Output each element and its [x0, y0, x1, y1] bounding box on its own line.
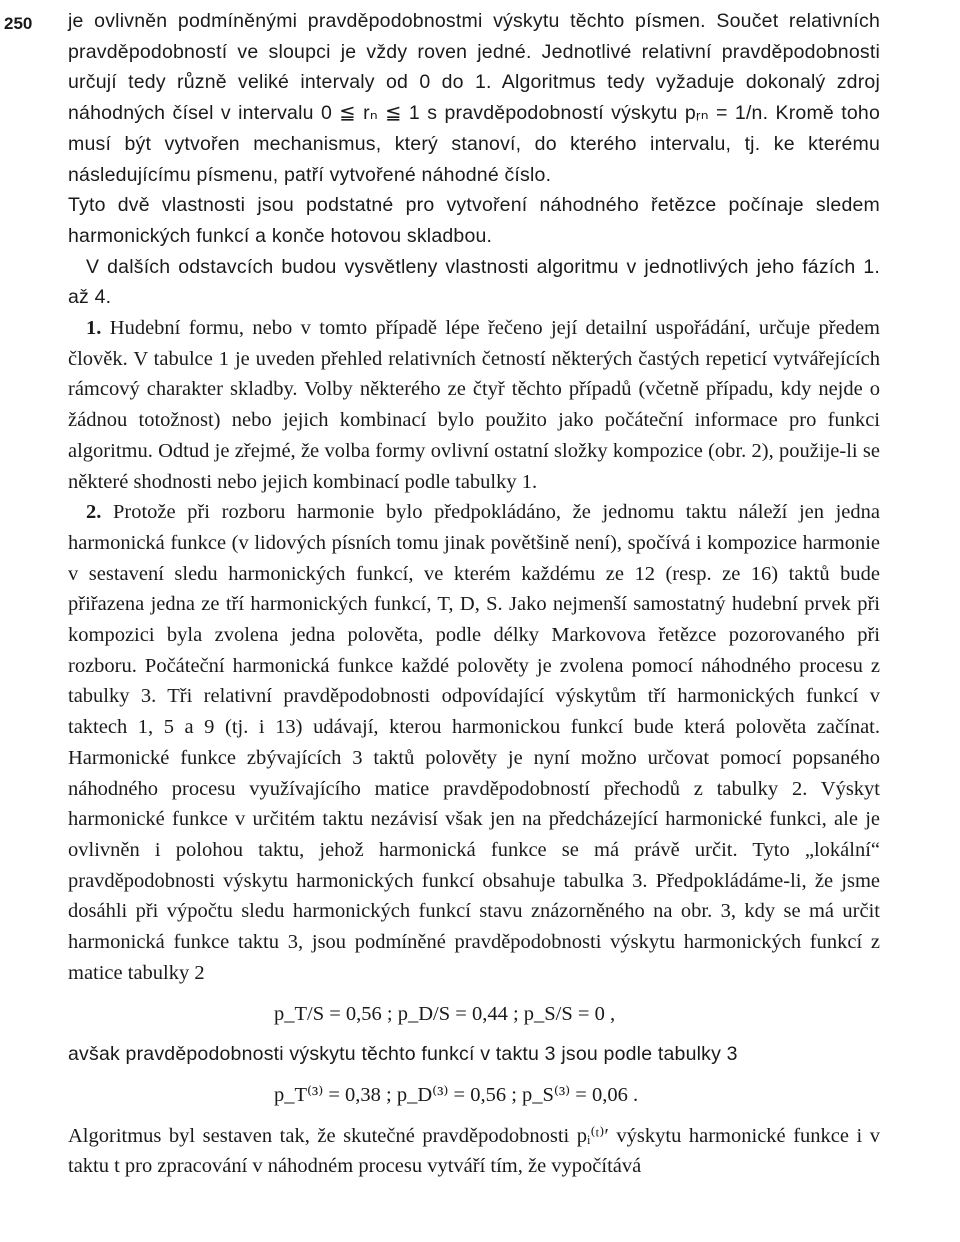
- paragraph-6: avšak pravděpodobnosti výskytu těchto funkcí v taktu 3 jsou podle tabulky 3: [68, 1043, 738, 1066]
- equation-1-text: p_T/S = 0,56 ; p_D/S = 0,44 ; p_S/S = 0 ,: [274, 1002, 616, 1025]
- paragraph-4: [68, 313, 880, 497]
- paragraph-4-text: Hudební formu, nebo v tomto případě lépe řečeno její detailní uspořádání, určuje předem člověk. V tabulce 1 je uveden přehled relativních četností některých častých repeticí vytvářejících rámcový charakter skladby. Volby některého ze čtyř těchto případů (včetně případu, kdy nejde o žádnou totožnost) nebo jejich kombinací bylo použito jako počáteční informace pro funkci algoritmu. Odtud je zřejmé, že volba formy ovlivní ostatní složky kompozice (obr. 2), použije-li se některé shodnosti nebo jejich kombinací podle tabulky 1.: [68, 317, 880, 493]
- equation-2-text: p_T⁽³⁾ = 0,38 ; p_D⁽³⁾ = 0,56 ; p_S⁽³⁾ = 0,06 .: [274, 1083, 639, 1106]
- body-text: [68, 6, 880, 1182]
- equation-1: [274, 999, 880, 1030]
- paragraph-7: Algoritmus byl sestaven tak, že skutečné pravděpodobnosti pᵢ⁽ᵗ⁾′ výskytu harmonické funkce i v taktu t pro zpracování v náhodném procesu vytváří tím, že vypočítává: [68, 1124, 880, 1178]
- paragraph-3: V dalších odstavcích budou vysvětleny vlastnosti algoritmu v jednotlivých jeho fázích 1. až 4.: [68, 255, 880, 309]
- paragraph-5: [68, 497, 880, 988]
- paragraph-5-text: Protože při rozboru harmonie bylo předpokládáno, že jednomu taktu náleží jen jedna harmonická funkce (v lidových písních tomu jinak povětšině není), spočívá i kompozice harmonie v sestavení sledu harmonických funkcí, ve kterém každému ze 12 (resp. ze 16) taktů bude přiřazena jedna ze tří harmonických funkcí, T, D, S. Jako nejmenší samostatný hudební prvek při kompozici byla zvolena jedna polověta, podle délky Markovova řetězce pozorovaného při rozboru. Počáteční harmonická funkce každé polověty je zvolena pomocí náhodného procesu z tabulky 3. Tři relativní pravděpodobnosti odpovídající výskytům tří harmonických funkcí v taktech 1, 5 a 9 (tj. i 13) udávají, kterou harmonickou funkcí bude která polověta začínat. Harmonické funkce zbývajících 3 taktů polověty je nyní možno určovat pomocí popsaného náhodného procesu využívajícího matice pravděpodobností přechodů z tabulky 2. Výskyt harmonické funkce v určitém taktu nezávisí však jen na předcházející harmonické funkci, ale je ovlivněn i polohou taktu, jehož harmonická funkce se má právě určit. Tyto „lokální“ pravděpodobnosti výskytu harmonických funkcí obsahuje tabulka 3. Předpokládáme-li, že jsme dosáhli při výpočtu sledu harmonických funkcí stavu znázorněného na obr. 3, kdy se má určit harmonická funkce taktu 3, jsou podmíněné pravděpodobnosti výskytu harmonických funkcí z matice tabulky 2: [68, 501, 880, 984]
- equation-2: [274, 1080, 880, 1111]
- paragraph-5-number: 2.: [86, 501, 102, 524]
- page-number: 250: [4, 14, 33, 33]
- paragraph-1: je ovlivněn podmíněnými pravděpodobnostmi výskytu těchto písmen. Součet relativních pravděpodobností ve sloupci je vždy roven jedné. Jednotlivé relativní pravděpodobnosti určují tedy různě veliké intervaly od 0 do 1. Algoritmus tedy vyžaduje dokonalý zdroj náhodných čísel v intervalu 0 ≦ rₙ ≦ 1 s pravděpodobností výskytu pᵣₙ = 1/n. Kromě toho musí být vytvořen mechanismus, který stanoví, do kterého intervalu, tj. ke kterému následujícímu písmenu, patří vytvořené náhodné číslo.: [68, 10, 880, 186]
- paragraph-2: Tyto dvě vlastnosti jsou podstatné pro vytvoření náhodného řetězce počínaje sledem harmonických funkcí a konče hotovou skladbou.: [68, 194, 880, 247]
- paragraph-4-number: 1.: [86, 317, 102, 340]
